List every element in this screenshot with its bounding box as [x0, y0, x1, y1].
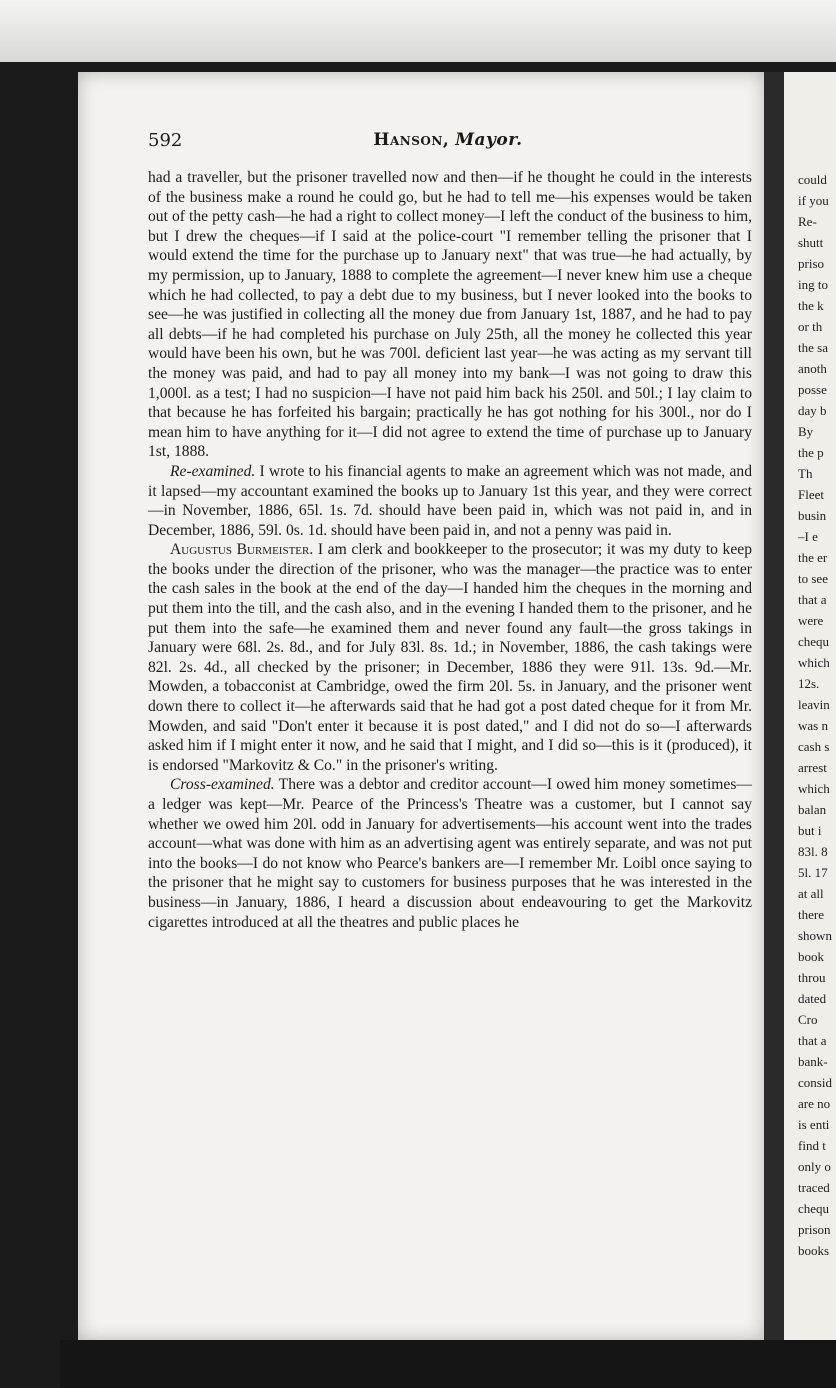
facing-page-fragment: chequ: [798, 1201, 830, 1216]
facing-page-fragment: which: [798, 655, 830, 670]
facing-page-fragment: posse: [798, 382, 827, 397]
facing-page-fragment: 5l. 17: [798, 865, 828, 880]
paragraph-lead: Cross-examined.: [170, 776, 275, 794]
facing-page-fragment: arrest: [798, 760, 827, 775]
paragraph-testimony-continued: [148, 168, 752, 462]
facing-page-fragment: the er: [798, 550, 828, 565]
facing-page-fragment: to see: [798, 571, 828, 586]
facing-page-fragment: which: [798, 781, 830, 796]
facing-page-fragment: shown: [798, 928, 832, 943]
facing-page-fragment: balan: [798, 802, 827, 817]
page-number: 592: [148, 130, 183, 151]
facing-page-fragment: Th: [798, 466, 813, 481]
facing-page-fragment: bank-: [798, 1054, 828, 1069]
paragraph-text: I am clerk and bookkeeper to the prosecutor; it was my duty to keep the books under the direction of the prisoner, who was the manager—the practice was to enter the cash sales in the book at the end of the day—I handed him the cheques in the morning and put them into the till, and the cash also, and in the evening I handed them to the prisoner, and he put them into the safe—he examined them and never found any fault—the gross takings in January were 68l. 2s. 8d., and for July 83l. 8s. 1d.; in November, 1886, the cash takings were 82l. 2s. 4d., all checked by the prisoner; in December, 1886 they were 91l. 13s. 9d.—Mr. Mowden, a tobacconist at Cambridge, owed the firm 20l. 5s. in January, and the prisoner went down there to collect it—he afterwards said that he had got a post dated cheque for it from Mr. Mowden, and said "Don't enter it because it is post dated," and I did not do so—I afterwards asked him if I might enter it now, and he said that I might, and I did so—this is it (produced), it is endorsed "Markovitz & Co." in the prisoner's writing.: [148, 541, 752, 774]
facing-page-fragment: were: [798, 613, 824, 628]
paragraph-witness-burmeister: [148, 540, 752, 775]
paragraph-cross-examined: [148, 775, 752, 932]
facing-page-fragment: Re-: [798, 214, 817, 229]
facing-page-fragment: or th: [798, 319, 823, 334]
facing-page-edge: [784, 72, 836, 1340]
facing-page-fragment: 83l. 8: [798, 844, 828, 859]
facing-page-fragment: but i: [798, 823, 822, 838]
facing-page-fragment: ing to: [798, 277, 828, 292]
facing-page-fragment: chequ: [798, 634, 830, 649]
facing-page-fragment: busin: [798, 508, 827, 523]
bottom-scan-edge: [60, 1340, 836, 1388]
book-gutter: [764, 72, 784, 1340]
facing-page-fragment: consid: [798, 1075, 832, 1090]
paragraph-text: There was a debtor and creditor account—I owed him money sometimes—a ledger was kept—Mr. Pearce of the Princess's Theatre was a customer, but I cannot say whether we owed him 20l. odd in January for advertisements—his account went into the trades account—what was done with him as an advertising agent was entirely separate, and was not put into the books—I do not know who Pearce's bankers are—I remember Mr. Loibl once saying to the prisoner that he might say to customers for business purposes that he was interested in the business—in January, 1886, I heard a discussion about endeavouring to get the Markovitz cigarettes introduced at all the theatres and public places he: [148, 776, 752, 931]
facing-page-fragment: the sa: [798, 340, 828, 355]
facing-page-fragment: Fleet: [798, 487, 824, 502]
facing-page-fragment: priso: [798, 256, 824, 271]
facing-page-fragment: the k: [798, 298, 824, 313]
facing-page-fragment: at all: [798, 886, 824, 901]
facing-page-fragment: could: [798, 172, 827, 187]
facing-page-fragment: that a: [798, 1033, 827, 1048]
facing-page-fragment: book: [798, 949, 824, 964]
page-header: [148, 130, 748, 154]
facing-page-fragment: 12s.: [798, 676, 820, 691]
facing-page-fragment: throu: [798, 970, 826, 985]
paragraph-text: had a traveller, but the prisoner travelled now and then—if he thought he could in the interests of the business make a round he could go, but he had to tell me—his expenses would be taken out of the petty cash—he had a right to collect money—I left the conduct of the business to him, but I drew the cheques—if I said at the police-court "I remember telling the prisoner that I would extend the time for the purchase up to January next" that was true—he had actually, by my permission, up to January, 1888 to complete the agreement—I never knew him use a cheque which he had collected, to pay a debt due to my business, but I never looked into the books to see—he was justified in collecting all the money due from January 1st, 1887, and he had to pay all debts—if he had completed his purchase on July 25th, all the money he collected this year would have been his own, but he was 700l. deficient last year—he was acting as my servant till the money was paid, and had to pay all money into my bank—I was not going to draw this 1,000l. as a test; I had no suspicion—I have not paid him back his 250l. and 50l.; I lay claim to that because he has forfeited his bargain; practically he has got nothing for his 300l., nor do I mean him to have anything for it—I did not agree to extend the time of purchase up to January 1st, 1888.: [148, 169, 752, 461]
facing-page-fragment: that a: [798, 592, 827, 607]
facing-page-fragment: dated: [798, 991, 827, 1006]
facing-page-fragment: if you: [798, 193, 829, 208]
running-head-office: Mayor.: [455, 130, 523, 150]
paragraph-re-examined: [148, 462, 752, 540]
facing-page-fragment: day b: [798, 403, 827, 418]
facing-page-fragment: was n: [798, 718, 828, 733]
facing-page-fragment: cash s: [798, 739, 830, 754]
facing-page-fragment: Cro: [798, 1012, 818, 1027]
facing-page-fragment: –I e: [798, 529, 818, 544]
paragraph-lead: Augustus Burmeister.: [170, 541, 314, 559]
top-scan-margin: [0, 0, 836, 62]
book-page: [78, 72, 764, 1340]
facing-page-fragment: traced: [798, 1180, 830, 1195]
facing-page-fragment: anoth: [798, 361, 827, 376]
running-head: [148, 130, 748, 150]
paragraph-lead: Re-examined.: [170, 462, 256, 480]
facing-page-fragment: only o: [798, 1159, 831, 1174]
facing-page-fragment: By: [798, 424, 814, 439]
facing-page-fragment: shutt: [798, 235, 824, 250]
facing-page-fragment: the p: [798, 445, 824, 460]
paragraph-text: I wrote to his financial agents to make an agreement which was not made, and it lapsed—my accountant examined the books up to January 1st this year, and they were correct—in November, 1886, 65l. 1s. 7d. should have been paid in, which was not paid in, and in December, 1886, 59l. 0s. 1d. should have been paid in, and not a penny was paid in.: [148, 462, 752, 539]
body-text: [148, 168, 752, 932]
facing-page-fragment: there: [798, 907, 824, 922]
running-head-name: Hanson,: [373, 130, 450, 150]
facing-page-fragment: books: [798, 1243, 830, 1258]
facing-page-fragment: are no: [798, 1096, 831, 1111]
facing-page-fragment: find t: [798, 1138, 826, 1153]
facing-page-fragment: prison: [798, 1222, 831, 1237]
facing-page-fragment: leavin: [798, 697, 830, 712]
facing-page-fragment: is enti: [798, 1117, 830, 1132]
